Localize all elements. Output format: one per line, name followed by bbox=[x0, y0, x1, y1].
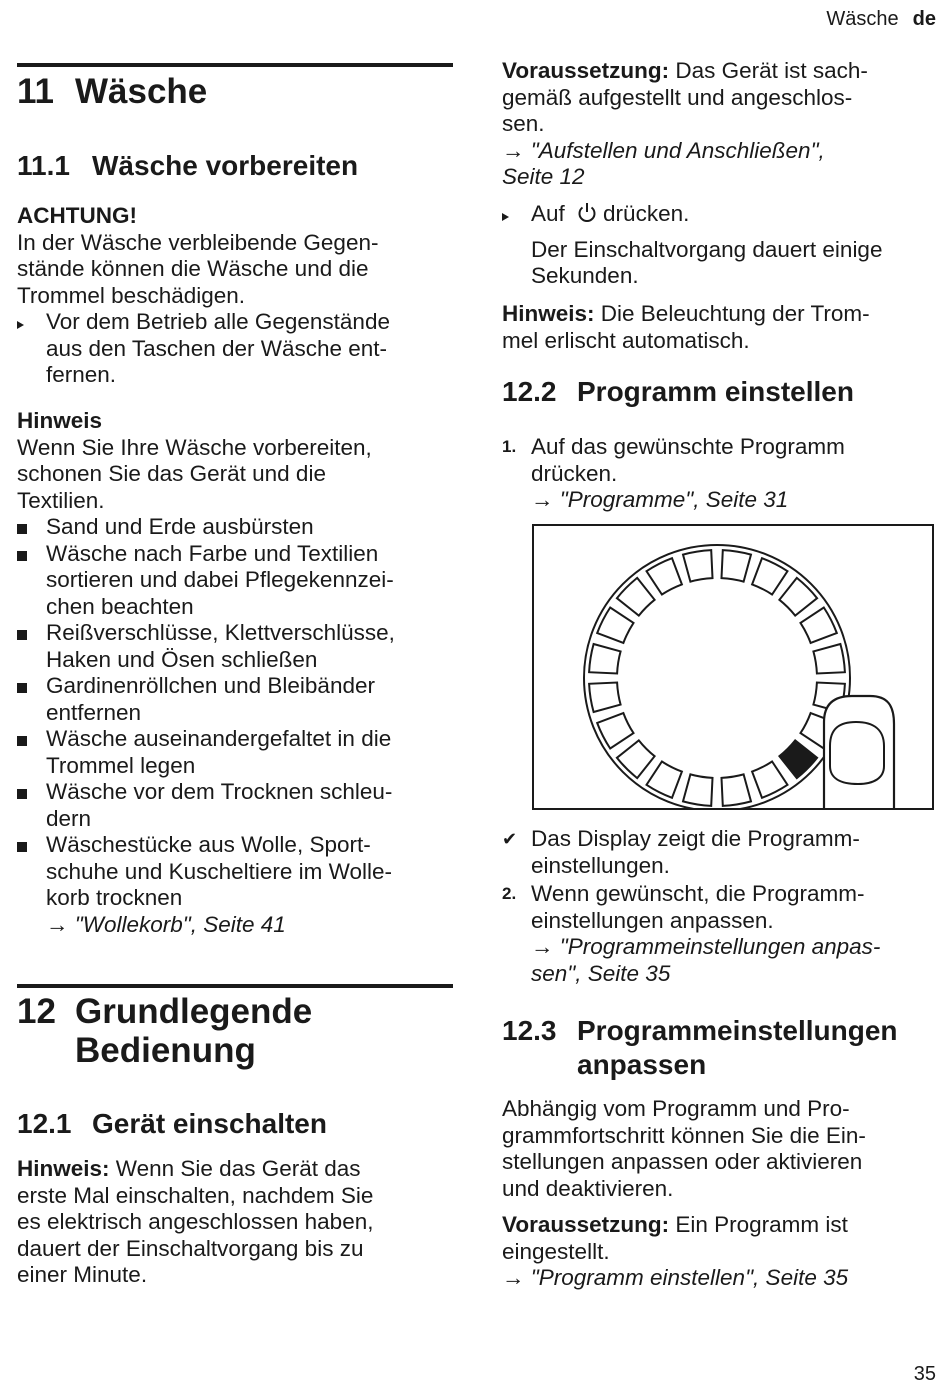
triangle-bullet-icon bbox=[502, 201, 531, 228]
achtung-line: Trommel beschädigen. bbox=[17, 282, 246, 308]
achtung-line: stände können die Wäsche und die bbox=[17, 256, 369, 281]
ref-wollekorb[interactable]: → "Wollekorb", Seite 41 bbox=[46, 911, 286, 937]
step-power-on: Auf drücken. Der Einschaltvorgang dauert einige Sekunden. bbox=[502, 201, 940, 290]
check-icon: ✔ bbox=[502, 829, 518, 849]
dial-segment bbox=[589, 683, 621, 713]
chapter-rule-12 bbox=[17, 984, 453, 988]
dial-segment bbox=[801, 608, 837, 643]
step-1: 1. Auf das gewünschte Programm drücken. → "Programme", Seite 31 bbox=[502, 434, 940, 514]
dial-segment bbox=[722, 550, 752, 582]
step-number: 1. bbox=[502, 437, 517, 456]
list-item: Wäschestücke aus Wolle, Sport- schuhe und Kuscheltiere im Wolle- korb trocknen → "Wollekorb", Seite 41 bbox=[17, 832, 453, 938]
section-12-2-title: 12.2 Programm einstellen bbox=[502, 376, 854, 407]
square-bullet-icon bbox=[17, 832, 46, 859]
dial-segment bbox=[683, 550, 713, 582]
header-section: Wäsche bbox=[826, 8, 899, 30]
dial-segment bbox=[589, 644, 621, 674]
dial-segment bbox=[722, 774, 752, 806]
list-item: Reißverschlüsse, Klettverschlüsse, Haken und Ösen schließen bbox=[17, 620, 453, 673]
hinweis-line: Wenn Sie Ihre Wäsche vorbereiten, bbox=[17, 434, 372, 460]
section-11-1-title: 11.1 Wäsche vorbereiten bbox=[17, 150, 359, 181]
program-dial-figure bbox=[532, 524, 934, 810]
chapter-12-title: 12 Grundlegende Bedienung bbox=[17, 992, 313, 1070]
hinweis-einschalten: Hinweis: Wenn Sie das Gerät das erste Mal einschalten, nachdem Sie es elektrisch angeschlossen haben, dauert der Einschaltvorgang bis zu einer Minute. bbox=[17, 1156, 374, 1287]
hinweis-line: schonen Sie das Gerät und die bbox=[17, 461, 326, 486]
dial-segment bbox=[752, 558, 787, 594]
ref-progeinst[interactable]: → "Programmeinstellungen anpas- bbox=[531, 934, 881, 959]
voraussetzung-2: Voraussetzung: Ein Programm ist eingestellt. → "Programm einstellen", Seite 35 bbox=[502, 1212, 940, 1292]
dial-segment bbox=[647, 558, 682, 594]
header-lang: de bbox=[912, 8, 936, 30]
section-12-1-title: 12.1 Gerät einschalten bbox=[17, 1108, 327, 1139]
dial-segment bbox=[752, 762, 787, 798]
dial-outer-ring bbox=[584, 545, 850, 808]
section-12-3-text: Abhängig vom Programm und Pro- grammfortschritt können Sie die Ein- stellungen anpassen oder aktivieren und deaktivieren. bbox=[502, 1096, 866, 1201]
list-item: Wäsche auseinandergefaltet in die Trommel legen bbox=[17, 726, 453, 779]
dial-segment bbox=[683, 774, 713, 806]
ref-programme[interactable]: → "Programme", Seite 31 bbox=[531, 487, 789, 512]
list-item: Wäsche nach Farbe und Textilien sortieren und dabei Pflegekennzei- chen beachten bbox=[17, 541, 453, 621]
dial-segment bbox=[597, 608, 633, 643]
section-12-3-title: 12.3 Programmeinstellungen anpassen bbox=[502, 1015, 898, 1080]
power-icon bbox=[577, 202, 597, 231]
square-bullet-icon bbox=[17, 620, 46, 647]
chapter-11-title: 11 Wäsche bbox=[17, 72, 208, 111]
ref-aufstellen-page[interactable]: Seite 12 bbox=[502, 164, 585, 189]
chapter-rule-11 bbox=[17, 63, 453, 67]
ref-programm-einstellen[interactable]: → "Programm einstellen", Seite 35 bbox=[502, 1265, 849, 1290]
dial-segment bbox=[647, 762, 682, 798]
step-check: ✔ Das Display zeigt die Programm- einstellungen. bbox=[502, 826, 860, 878]
page-number: 35 bbox=[913, 1363, 936, 1385]
square-bullet-icon bbox=[17, 673, 46, 700]
running-header bbox=[826, 8, 936, 31]
square-bullet-icon bbox=[17, 726, 46, 753]
ref-progeinst-page[interactable]: sen", Seite 35 bbox=[531, 960, 671, 986]
achtung-block bbox=[17, 203, 453, 389]
achtung-step: Vor dem Betrieb alle Gegenstände aus den Taschen der Wäsche ent- fernen. bbox=[17, 309, 453, 389]
dial-segment bbox=[813, 644, 845, 674]
list-item: Sand und Erde ausbürsten bbox=[17, 514, 453, 541]
list-item: Gardinenröllchen und Bleibänder entfernen bbox=[17, 673, 453, 726]
voraussetzung-block: Voraussetzung: Das Gerät ist sach- gemäß aufgestellt und angeschlos- sen. → "Aufstellen und Anschließen", Seite 12 bbox=[502, 58, 940, 191]
triangle-bullet-icon bbox=[17, 309, 46, 336]
achtung-line: In der Wäsche verbleibende Gegen- bbox=[17, 229, 379, 255]
step-number: 2. bbox=[502, 884, 517, 903]
ref-aufstellen[interactable]: → "Aufstellen und Anschließen", bbox=[502, 137, 825, 163]
achtung-label: ACHTUNG! bbox=[17, 203, 137, 228]
hinweis-block bbox=[17, 408, 453, 938]
hinweis-beleuchtung: Hinweis: Die Beleuchtung der Trom- mel erlischt automatisch. bbox=[502, 301, 870, 353]
list-item: Wäsche vor dem Trocknen schleu- dern bbox=[17, 779, 453, 832]
dial-segment bbox=[597, 713, 633, 748]
square-bullet-icon bbox=[17, 541, 46, 568]
square-bullet-icon bbox=[17, 514, 46, 541]
hinweis-label: Hinweis bbox=[17, 408, 103, 433]
step-2: 2. Wenn gewünscht, die Programm- einstellungen anpassen. → "Programmeinstellungen anpas- sen", Seite 35 bbox=[502, 881, 940, 987]
hinweis-line: Textilien. bbox=[17, 487, 105, 513]
square-bullet-icon bbox=[17, 779, 46, 806]
